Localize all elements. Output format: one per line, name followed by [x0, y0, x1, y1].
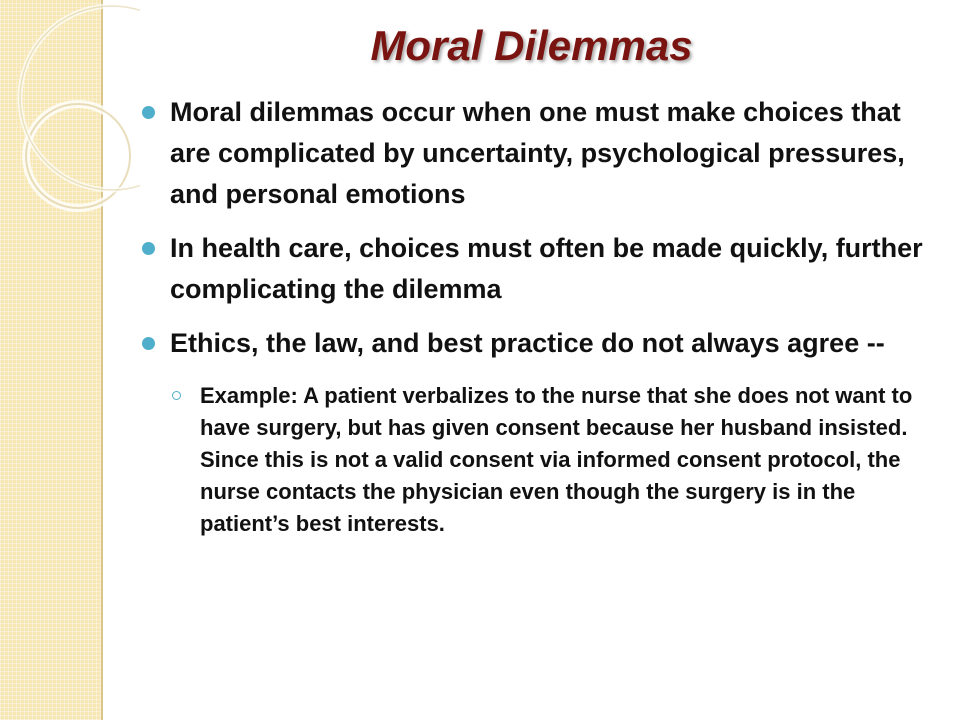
sub-bullet-circle-icon — [172, 391, 181, 400]
bullet-item — [138, 323, 938, 364]
slide-title: Moral Dilemmas — [370, 22, 693, 69]
bullet-dot-icon — [142, 337, 155, 350]
bullet-dot-icon — [142, 106, 155, 119]
bullet-text: In health care, choices must often be made quickly, further complicating the dilemma — [170, 233, 923, 304]
bullet-item — [138, 228, 938, 310]
bullet-list — [138, 92, 938, 540]
bullet-text: Moral dilemmas occur when one must make choices that are complicated by uncertainty, psychological pressures, and personal emotions — [170, 97, 905, 209]
bullet-dot-icon — [142, 242, 155, 255]
sub-bullet-item — [170, 380, 938, 540]
bullet-text: Ethics, the law, and best practice do not always agree -- — [170, 328, 885, 358]
sub-bullet-text: Example: A patient verbalizes to the nurse that she does not want to have surgery, but has given consent because her husband insisted. Since this is not a valid consent via informed consent protocol, the nurse contacts the physician even though the surgery is in the patient’s best interests. — [200, 383, 913, 536]
bullet-item — [138, 92, 938, 215]
